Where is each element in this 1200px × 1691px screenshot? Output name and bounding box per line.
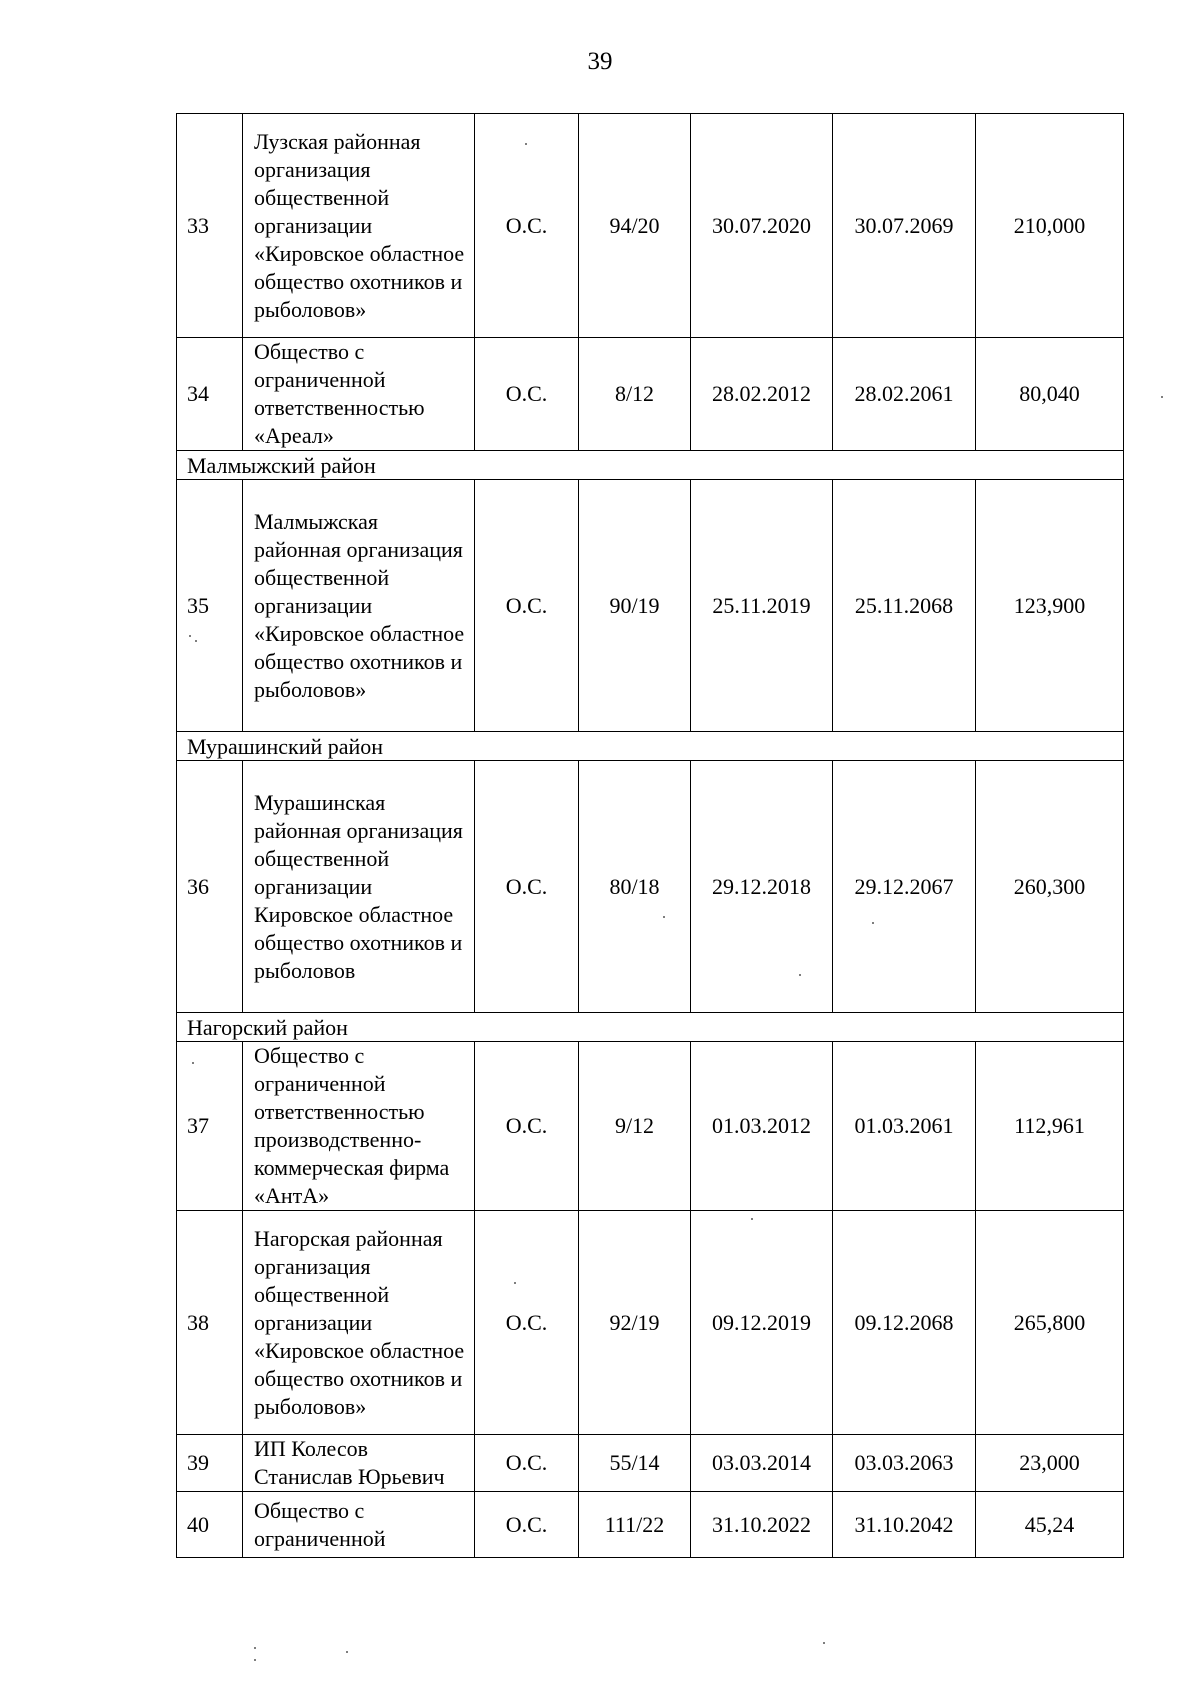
table-row: [177, 1211, 1124, 1435]
row-number: 40: [177, 1492, 243, 1558]
usage-type: О.С.: [475, 338, 579, 451]
district-label: Мурашинский район: [177, 732, 1124, 761]
end-date: 29.12.2067: [833, 761, 976, 1013]
page-number: 39: [587, 48, 613, 75]
area-value: 45,24: [976, 1492, 1124, 1558]
agreement-number: 111/22: [579, 1492, 691, 1558]
row-number: 37: [177, 1042, 243, 1211]
agreement-number: 90/19: [579, 480, 691, 732]
area-value: 80,040: [976, 338, 1124, 451]
start-date: 09.12.2019: [691, 1211, 833, 1435]
table-row: [177, 1042, 1124, 1211]
organization-name: Общество с ограниченной: [243, 1492, 475, 1558]
usage-type: О.С.: [475, 480, 579, 732]
district-row: [177, 732, 1124, 761]
row-number: 33: [177, 114, 243, 338]
agreement-number: 80/18: [579, 761, 691, 1013]
usage-type: О.С.: [475, 761, 579, 1013]
usage-type: О.С.: [475, 1492, 579, 1558]
row-number: 36: [177, 761, 243, 1013]
agreement-number: 94/20: [579, 114, 691, 338]
area-value: 210,000: [976, 114, 1124, 338]
row-number: 39: [177, 1435, 243, 1492]
organization-name: Малмыжская районная организация общественной организации «Кировское областное общество охотников и рыболовов»: [243, 480, 475, 732]
organization-name: Мурашинская районная организация общественной организации Кировское областное общество охотников и рыболовов: [243, 761, 475, 1013]
area-value: 112,961: [976, 1042, 1124, 1211]
end-date: 09.12.2068: [833, 1211, 976, 1435]
end-date: 01.03.2061: [833, 1042, 976, 1211]
start-date: 30.07.2020: [691, 114, 833, 338]
area-value: 260,300: [976, 761, 1124, 1013]
usage-type: О.С.: [475, 1042, 579, 1211]
end-date: 30.07.2069: [833, 114, 976, 338]
organization-name: ИП Колесов Станислав Юрьевич: [243, 1435, 475, 1492]
start-date: 31.10.2022: [691, 1492, 833, 1558]
table-row: [177, 1435, 1124, 1492]
table-row: [177, 114, 1124, 338]
area-value: 265,800: [976, 1211, 1124, 1435]
row-number: 34: [177, 338, 243, 451]
organization-name: Общество с ограниченной ответственностью производственно-коммерческая фирма «АнтА»: [243, 1042, 475, 1211]
end-date: 25.11.2068: [833, 480, 976, 732]
start-date: 03.03.2014: [691, 1435, 833, 1492]
agreement-number: 92/19: [579, 1211, 691, 1435]
district-label: Нагорский район: [177, 1013, 1124, 1042]
row-number: 38: [177, 1211, 243, 1435]
start-date: 01.03.2012: [691, 1042, 833, 1211]
start-date: 29.12.2018: [691, 761, 833, 1013]
start-date: 25.11.2019: [691, 480, 833, 732]
table-row: [177, 1492, 1124, 1558]
usage-type: О.С.: [475, 1435, 579, 1492]
end-date: 31.10.2042: [833, 1492, 976, 1558]
area-value: 23,000: [976, 1435, 1124, 1492]
end-date: 28.02.2061: [833, 338, 976, 451]
organization-name: Лузская районная организация общественной организации «Кировское областное общество охотников и рыболовов»: [243, 114, 475, 338]
usage-type: О.С.: [475, 114, 579, 338]
start-date: 28.02.2012: [691, 338, 833, 451]
table-row: [177, 338, 1124, 451]
agreement-number: 55/14: [579, 1435, 691, 1492]
table-row: [177, 761, 1124, 1013]
district-row: [177, 1013, 1124, 1042]
agreement-number: 8/12: [579, 338, 691, 451]
usage-type: О.С.: [475, 1211, 579, 1435]
end-date: 03.03.2063: [833, 1435, 976, 1492]
organization-name: Общество с ограниченной ответственностью «Ареал»: [243, 338, 475, 451]
hunting-grounds-table: [176, 113, 1124, 1558]
table-row: [177, 480, 1124, 732]
row-number: 35: [177, 480, 243, 732]
area-value: 123,900: [976, 480, 1124, 732]
agreement-number: 9/12: [579, 1042, 691, 1211]
district-row: [177, 451, 1124, 480]
organization-name: Нагорская районная организация общественной организации «Кировское областное общество охотников и рыболовов»: [243, 1211, 475, 1435]
district-label: Малмыжский район: [177, 451, 1124, 480]
